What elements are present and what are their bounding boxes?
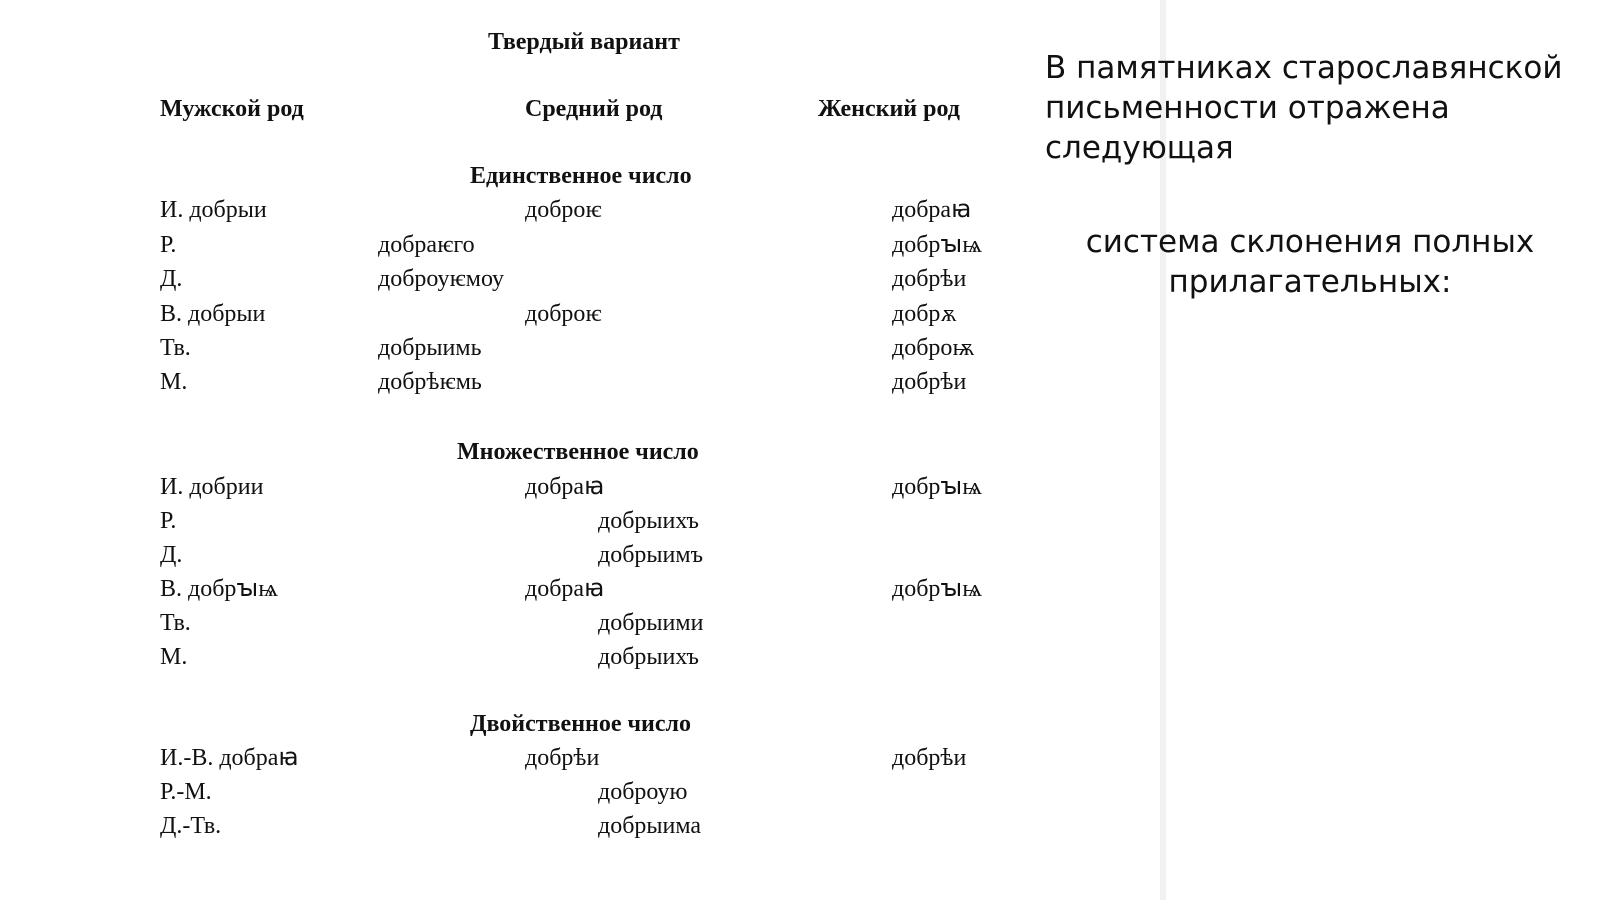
table-cell: Д. [160, 542, 183, 568]
table-cell: И.-В. добраꙗ [160, 745, 299, 771]
table-cell: добрꙑѩ [892, 474, 983, 500]
table-cell: доброуѥмоу [378, 266, 505, 292]
table-cell: М. [160, 644, 188, 670]
side-text-intro: В памятниках старославянской письменности отражена следующая [1045, 50, 1563, 166]
side-text-system: система склонения полных прилагательных: [1085, 224, 1535, 300]
table-cell: Р. [160, 508, 177, 534]
table-cell: добраꙗ [525, 576, 605, 602]
table-cell: И. добрыи [160, 197, 267, 223]
table-cell: Д.-Тв. [160, 813, 222, 839]
section-heading-dual: Двойственное число [470, 711, 691, 737]
table-cell: добрѣи [892, 369, 967, 395]
table-cell: И. добрии [160, 474, 264, 500]
table-cell: добрыима [598, 813, 702, 839]
table-cell: добрꙑѩ [892, 576, 983, 602]
table-cell: добрѣи [892, 266, 967, 292]
table-cell: добрѣѥмь [378, 369, 482, 395]
table-cell: Р.-М. [160, 779, 212, 805]
table-cell: добраꙗ [892, 197, 972, 223]
table-cell: добрыихъ [598, 508, 699, 534]
table-cell: М. [160, 369, 188, 395]
table-cell: доброѥ [525, 197, 602, 223]
table-cell: Р. [160, 232, 177, 258]
section-heading-plural: Множественное число [457, 439, 699, 465]
table-cell: добрѣи [892, 745, 967, 771]
table-cell: добрыимь [378, 335, 482, 361]
table-cell: добрыихъ [598, 644, 699, 670]
table-cell: добраꙗ [525, 474, 605, 500]
table-cell: Тв. [160, 610, 191, 636]
table-cell: добрыими [598, 610, 704, 636]
header-masculine: Мужской род [160, 96, 304, 122]
table-cell: В. добрꙑѩ [160, 576, 279, 602]
table-cell: В. добрыи [160, 301, 266, 327]
table-cell: добрꙑѩ [892, 232, 983, 258]
table-cell: добраѥго [378, 232, 475, 258]
header-neuter: Средний род [525, 96, 663, 122]
header-feminine: Женский род [818, 96, 960, 122]
table-cell: доброѥ [525, 301, 602, 327]
table-cell: добрѫ [892, 301, 958, 327]
table-cell: доброую [598, 779, 688, 805]
table-cell: Тв. [160, 335, 191, 361]
section-heading-singular: Единственное число [470, 163, 692, 189]
table-title: Твердый вариант [488, 29, 680, 55]
table-cell: Д. [160, 266, 183, 292]
table-cell: доброѭ [892, 335, 975, 361]
table-cell: добрѣи [525, 745, 600, 771]
table-cell: добрыимъ [598, 542, 703, 568]
